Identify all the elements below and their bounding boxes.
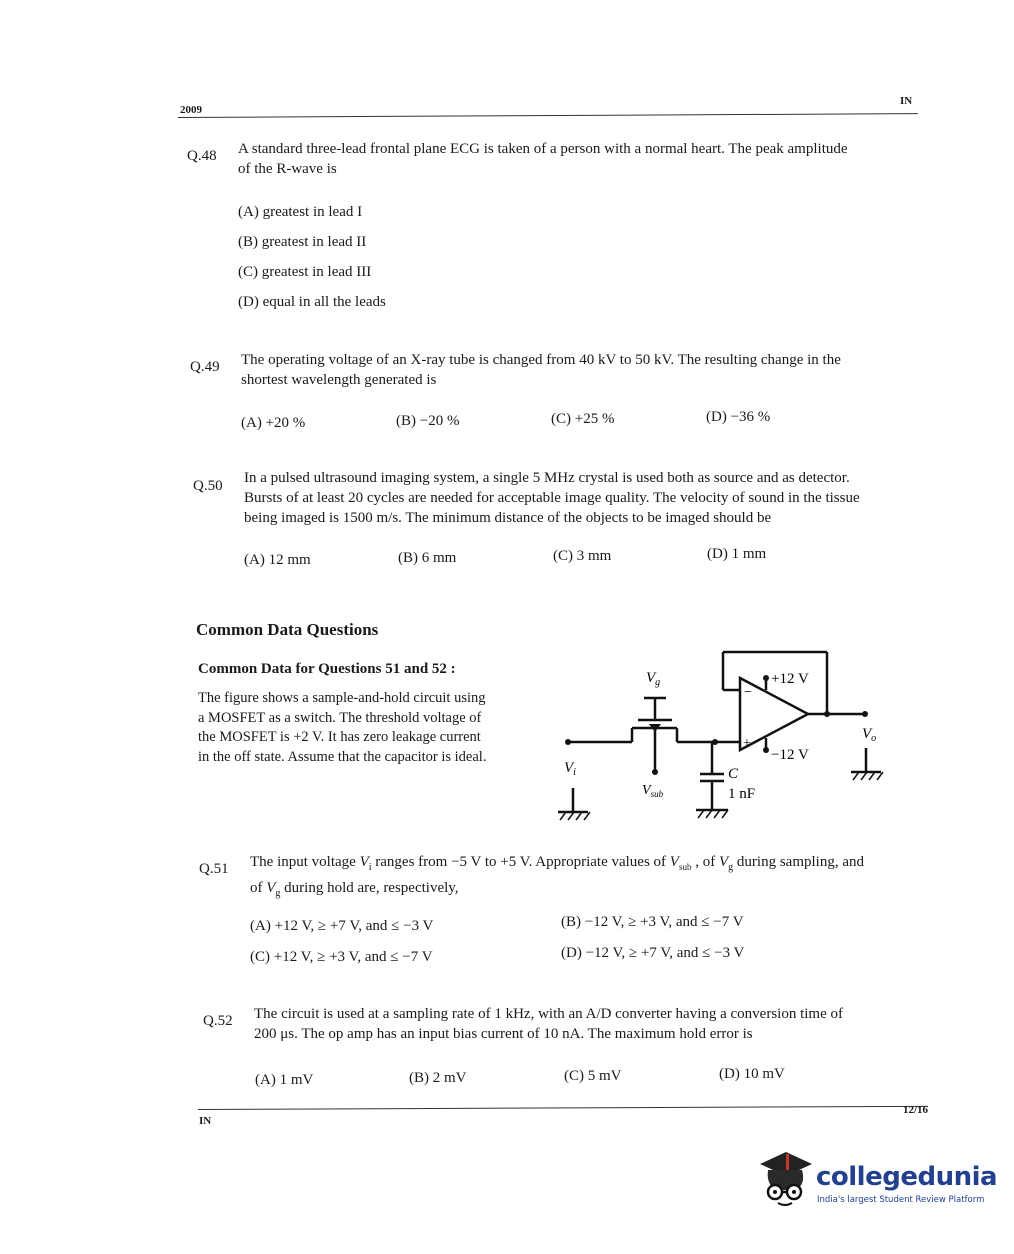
question-text: The operating voltage of an X-ray tube is changed from 40 kV to 50 kV. The resulting change in the shortest wavelength generated is	[241, 352, 841, 388]
option-a[interactable]: (A) 1 mV	[255, 1072, 314, 1088]
common-data-subtitle: Common Data for Questions 51 and 52 :	[198, 661, 456, 677]
option-c[interactable]: (C) +25 %	[551, 411, 615, 427]
sample-hold-circuit	[540, 640, 900, 840]
option-a[interactable]: (A) greatest in lead I	[238, 204, 363, 220]
brand-logo[interactable]	[756, 1148, 998, 1218]
noninverting-input-sign: +	[743, 736, 751, 751]
paper-code: IN	[900, 95, 913, 107]
brand-tagline: India's largest Student Review Platform	[817, 1195, 985, 1205]
question-number: Q.51	[199, 861, 229, 877]
option-c[interactable]: (C) 5 mV	[564, 1068, 622, 1084]
option-d[interactable]: (D) 1 mm	[707, 546, 767, 562]
option-d[interactable]: (D) −12 V, ≥ +7 V, and ≤ −3 V	[561, 945, 745, 961]
option-c[interactable]: (C) greatest in lead III	[238, 264, 372, 280]
footer-rule	[198, 1106, 928, 1110]
capacitor-value: 1 nF	[728, 786, 756, 802]
question-text: The circuit is used at a sampling rate of 1 kHz, with an A/D converter having a conversion time of 200 μs. The op amp has an input bias current of 10 nA. The maximum hold error is	[254, 1006, 843, 1042]
option-a[interactable]: (A) 12 mm	[244, 552, 311, 568]
question-number: Q.50	[193, 478, 223, 494]
footer-paper-code: IN	[199, 1115, 212, 1127]
question-text: In a pulsed ultrasound imaging system, a single 5 MHz crystal is used both as source and as detector. Bursts of at least 20 cycles are needed for acceptable image quality. The velocity of sound in the tissue being imaged is 1500 m/s. The minimum distance of the objects to be imaged should be	[244, 470, 860, 526]
option-c[interactable]: (C) +12 V, ≥ +3 V, and ≤ −7 V	[250, 949, 433, 965]
option-d[interactable]: (D) equal in all the leads	[238, 294, 386, 310]
option-d[interactable]: (D) 10 mV	[719, 1066, 785, 1082]
vo-label: $V_o$	[862, 726, 877, 744]
vsub-label: $V_{sub}$	[642, 783, 664, 799]
option-a[interactable]: (A) +12 V, ≥ +7 V, and ≤ −3 V	[250, 918, 434, 934]
option-b[interactable]: (B) −20 %	[396, 413, 460, 429]
section-title: Common Data Questions	[196, 620, 379, 639]
option-b[interactable]: (B) greatest in lead II	[238, 234, 367, 250]
circuit-terminals	[565, 675, 868, 775]
graduate-mascot-icon	[756, 1150, 814, 1210]
question-number: Q.48	[187, 148, 217, 164]
option-a[interactable]: (A) +20 %	[241, 415, 306, 431]
inverting-input-sign: −	[744, 685, 752, 700]
negative-supply-label: −12 V	[771, 747, 809, 763]
exam-year: 2009	[180, 104, 202, 116]
question-number: Q.52	[203, 1013, 233, 1029]
question-number: Q.49	[190, 359, 220, 375]
question-text: A standard three-lead frontal plane ECG is taken of a person with a normal heart. The peak amplitude of the R-wave is	[238, 141, 848, 177]
vg-label: $V_g$	[646, 670, 661, 688]
circuit-wiring	[558, 652, 881, 812]
ground-hatch	[560, 772, 883, 820]
option-b[interactable]: (B) −12 V, ≥ +3 V, and ≤ −7 V	[561, 914, 744, 930]
page-number: 12/16	[903, 1104, 929, 1116]
common-data-description: The figure shows a sample-and-hold circuit using a MOSFET as a switch. The threshold voltage of the MOSFET is +2 V. It has zero leakage current in the off state. Assume that the capacitor is ideal.	[198, 690, 487, 765]
header-rule	[178, 113, 918, 118]
vi-label: $V_i$	[564, 760, 576, 778]
option-b[interactable]: (B) 6 mm	[398, 550, 457, 566]
positive-supply-label: +12 V	[771, 671, 809, 687]
brand-name: collegedunia	[816, 1162, 998, 1192]
question-text: The input voltage $V_i$ ranges from −5 V to +5 V. Appropriate values of $V_{sub}$ , of $V_g$ during sampling, and of $V_g$ during hold are, respectively,	[250, 854, 864, 899]
option-d[interactable]: (D) −36 %	[706, 409, 771, 425]
capacitor-label: C	[728, 766, 739, 782]
option-c[interactable]: (C) 3 mm	[553, 548, 612, 564]
option-b[interactable]: (B) 2 mV	[409, 1070, 467, 1086]
